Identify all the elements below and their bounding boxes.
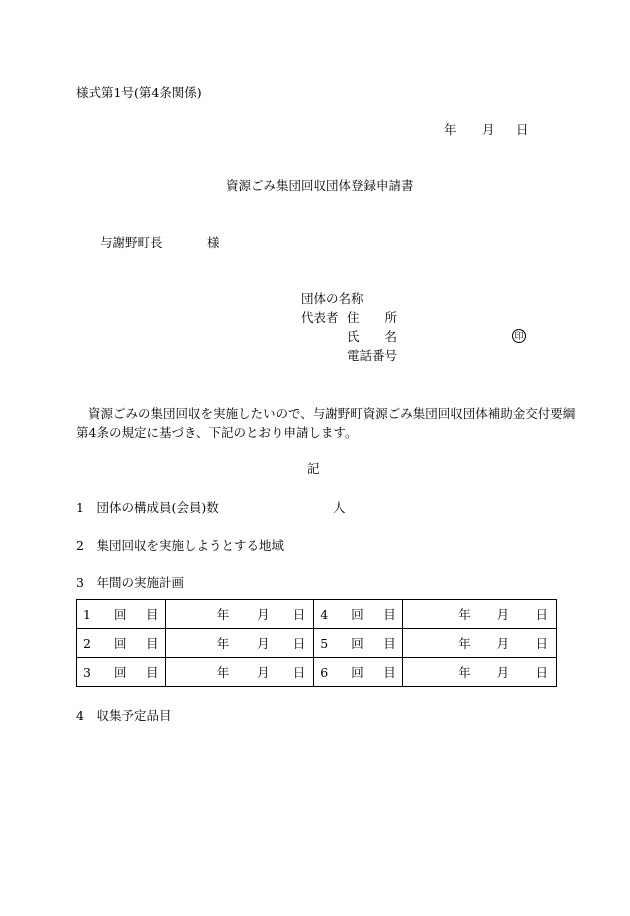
schedule-row: [77, 658, 557, 687]
year-label: 年: [402, 658, 479, 687]
org-name-label: 団体の名称: [301, 291, 364, 306]
round-number: 3: [77, 658, 101, 687]
item-4-label: 4 収集予定品目: [76, 708, 172, 723]
year-label: 年: [402, 600, 479, 629]
item-1-label: 1 団体の構成員(会員)数: [76, 500, 219, 515]
month-label: 月: [237, 600, 277, 629]
month-label: 月: [479, 629, 517, 658]
name-label: 氏 名: [347, 329, 398, 344]
round-me: 目: [140, 600, 165, 629]
round-me: 目: [377, 629, 402, 658]
addressee-honorific: 様: [207, 235, 220, 250]
ki-heading: 記: [307, 461, 320, 476]
day-label: 日: [278, 600, 314, 629]
addressee-name: 与謝野町長: [100, 235, 163, 250]
date-month-label: 月: [482, 122, 495, 137]
day-label: 日: [278, 629, 314, 658]
round-kai: 回: [338, 658, 377, 687]
round-kai: 回: [338, 629, 377, 658]
round-number: 5: [314, 629, 338, 658]
form-number: 様式第1号(第4条関係): [76, 85, 202, 100]
month-label: 月: [237, 658, 277, 687]
round-kai: 回: [101, 600, 140, 629]
year-label: 年: [165, 600, 237, 629]
round-me: 目: [140, 658, 165, 687]
document-title: 資源ごみ集団回収団体登録申請書: [226, 178, 414, 193]
phone-label: 電話番号: [347, 348, 398, 363]
year-label: 年: [165, 658, 237, 687]
schedule-row: [77, 629, 557, 658]
round-number: 4: [314, 600, 338, 629]
round-number: 1: [77, 600, 101, 629]
date-year-label: 年: [444, 122, 457, 137]
schedule-row: [77, 600, 557, 629]
day-label: 日: [517, 658, 556, 687]
round-kai: 回: [101, 658, 140, 687]
round-me: 目: [377, 658, 402, 687]
representative-label: 代表者: [301, 310, 339, 325]
item-2-label: 2 集団回収を実施しようとする地域: [76, 538, 284, 553]
seal-mark: 印: [512, 329, 526, 343]
address-label: 住 所: [347, 310, 398, 325]
round-kai: 回: [101, 629, 140, 658]
day-label: 日: [517, 600, 556, 629]
month-label: 月: [479, 600, 517, 629]
year-label: 年: [165, 629, 237, 658]
round-me: 目: [377, 600, 402, 629]
day-label: 日: [517, 629, 556, 658]
month-label: 月: [237, 629, 277, 658]
item-3-label: 3 年間の実施計画: [76, 575, 184, 590]
date-day-label: 日: [516, 122, 529, 137]
year-label: 年: [402, 629, 479, 658]
month-label: 月: [479, 658, 517, 687]
day-label: 日: [278, 658, 314, 687]
round-kai: 回: [338, 600, 377, 629]
round-number: 2: [77, 629, 101, 658]
round-number: 6: [314, 658, 338, 687]
schedule-table: [76, 599, 557, 687]
round-me: 目: [140, 629, 165, 658]
body-text-line-1: 資源ごみの集団回収を実施したいので、与謝野町資源ごみ集団回収団体補助金交付要綱: [88, 406, 576, 421]
item-1-unit: 人: [333, 500, 346, 515]
body-text-line-2: 第4条の規定に基づき、下記のとおり申請します。: [76, 425, 358, 440]
